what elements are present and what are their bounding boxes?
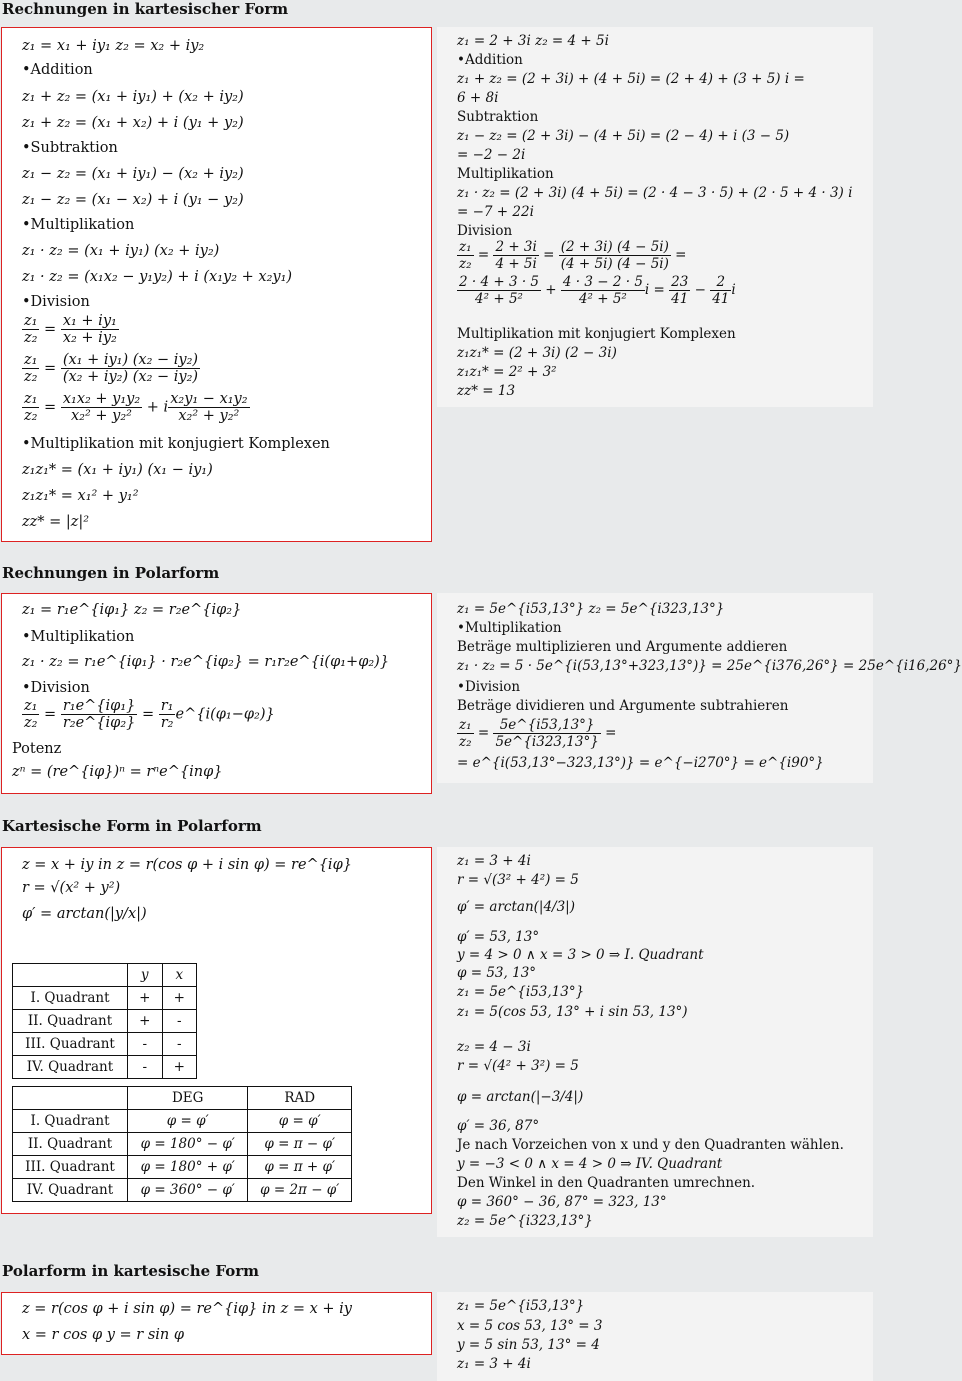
example-panel-cart-to-polar: [437, 847, 873, 1237]
example-line: y = 5 sin 53, 13° = 4: [457, 1337, 600, 1353]
bullet-heading: •Multiplikation: [22, 217, 135, 233]
example-line: r = √(3² + 4²) = 5: [457, 872, 579, 888]
table-header-row: DEG RAD: [13, 1087, 352, 1110]
example-line: z₁ − z₂ = (2 + 3i) − (4 + 5i) = (2 − 4) + i (3 − 5): [457, 128, 790, 144]
table-row: I. Quadrant φ = φ′ φ = φ′: [13, 1110, 352, 1133]
division-formula: $\frac{\text{z₁}}{\text{z₂}}$ = $\frac{\text{x₁ + iy₁}}{\text{x₂ + iy₂}}$: [24, 313, 117, 346]
example-line: y = −3 < 0 ∧ x = 4 > 0 ⇒ IV. Quadrant: [457, 1156, 723, 1172]
division-formula: $\frac{\text{z₁}}{\text{z₂}}$ = $\frac{\text{r₁e\textasciicircum{}\{iφ₁\}}}{\text{r₂e\textasciicircum{}\{iφ₂\}}}$ = $\frac{\text{r₁}}{\text{r₂}}$ e^{i(φ₁−φ₂)}: [24, 698, 275, 731]
example-line: z₁ = 5(cos 53, 13° + i sin 53, 13°): [457, 1004, 688, 1020]
example-line: φ = arctan(|−3/4|): [457, 1089, 584, 1105]
example-line: Subtraktion: [457, 109, 539, 125]
table-header-row: y x: [13, 964, 197, 987]
example-panel-polar-to-cart: [437, 1292, 873, 1381]
example-line: •Multiplikation: [457, 620, 562, 636]
section-title-polar-to-cart: Polarform in kartesische Form: [2, 1262, 259, 1280]
example-line: •Addition: [457, 52, 523, 68]
example-line: zz* = 13: [457, 383, 516, 399]
formula-line: z = r(cos φ + i sin φ) = re^{iφ} in z = x + iy: [22, 1301, 352, 1317]
example-line: = −7 + 22i: [457, 204, 534, 220]
formula-box-cartesian: [1, 27, 432, 542]
example-line: Den Winkel in den Quadranten umrechnen.: [457, 1175, 756, 1191]
example-line: z₁ · z₂ = 5 · 5e^{i(53,13°+323,13°)} = 25e^{i376,26°} = 25e^{i16,26°}: [457, 658, 962, 674]
table-row: IV. Quadrant - +: [13, 1056, 197, 1079]
formula-line: zz* = |z|²: [22, 514, 90, 530]
formula-line: z₁ · z₂ = (x₁ + iy₁) (x₂ + iy₂): [22, 243, 220, 259]
example-line: z₁ = 5e^{i53,13°}: [457, 984, 585, 1000]
example-line: φ = 360° − 36, 87° = 323, 13°: [457, 1194, 667, 1210]
example-line: Division: [457, 223, 513, 239]
example-panel-polar: [437, 593, 962, 783]
bullet-heading: •Division: [22, 294, 90, 310]
example-line: φ = 53, 13°: [457, 965, 537, 981]
section-title-polar: Rechnungen in Polarform: [2, 564, 220, 582]
example-division: $\frac{\text{z₁}}{\text{z₂}}$ = $\frac{5e\^{}\{i53,13^\circ\}}{5e\^{}\{i323,13^\circ\}}$ =: [459, 717, 617, 750]
formula-box-polar: [1, 593, 432, 794]
example-line: Multiplikation mit konjugiert Komplexen: [457, 326, 736, 342]
example-line: φ′ = 36, 87°: [457, 1118, 540, 1134]
bullet-heading: •Multiplikation: [22, 629, 135, 645]
division-formula: $\frac{\text{z₁}}{\text{z₂}}$ = $\frac{\text{x₁x₂ + y₁y₂}}{\text{x₂² + y₂²}}$ + i $\frac{\text{x₂y₁ − x₁y₂}}{\text{x₂² + y₂²}}$: [24, 391, 248, 424]
bullet-heading: •Division: [22, 680, 90, 696]
bullet-heading: •Addition: [22, 62, 93, 78]
example-line: z₁ = 5e^{i53,13°}: [457, 1298, 585, 1314]
example-line: = −2 − 2i: [457, 147, 526, 163]
example-line: 6 + 8i: [457, 90, 499, 106]
example-line: z₁z₁* = (2 + 3i) (2 − 3i): [457, 345, 617, 361]
formula-line: zⁿ = (re^{iφ})ⁿ = rⁿe^{inφ}: [12, 764, 223, 780]
example-line: z₁ = 3 + 4i: [457, 1356, 531, 1372]
section-title-cartesian: Rechnungen in kartesischer Form: [2, 0, 289, 18]
example-line: Multiplikation: [457, 166, 554, 182]
section-title-cart-to-polar: Kartesische Form in Polarform: [2, 817, 262, 835]
formula-line: r = √(x² + y²): [22, 880, 121, 896]
example-line: z₁ = 2 + 3i z₂ = 4 + 5i: [457, 33, 609, 49]
example-division: $\frac{\text{z₁}}{\text{z₂}}$ = $\frac{2 + 3i}{4 + 5i}$ = $\frac{(2 + 3i) (4 - 5i)}{(4 + 5i) (4 - 5i)}$ =: [459, 239, 687, 272]
example-panel-cartesian: [437, 27, 873, 407]
example-line: φ′ = arctan(|4/3|): [457, 899, 575, 915]
example-line: z₁z₁* = 2² + 3²: [457, 364, 557, 380]
quadrant-sign-table: [12, 963, 197, 1079]
example-division: $\frac{2 \cdot 4 + 3 \cdot 5}{\text{4² + 5²}}$ + $\frac{4 \cdot 3 - 2 \cdot 5}{\text{4² + 5²}}$ i = $\frac{23}{41}$ − $\frac{2}{41}$ i: [459, 274, 736, 307]
example-line: Beträge multiplizieren und Argumente addieren: [457, 639, 788, 655]
bullet-heading: •Subtraktion: [22, 140, 118, 156]
formula-line: z₁ = x₁ + iy₁ z₂ = x₂ + iy₂: [22, 38, 205, 54]
example-line: r = √(4² + 3²) = 5: [457, 1058, 579, 1074]
example-line: z₂ = 5e^{i323,13°}: [457, 1213, 593, 1229]
formula-line: z₁ · z₂ = r₁e^{iφ₁} · r₂e^{iφ₂} = r₁r₂e^{i(φ₁+φ₂)}: [22, 654, 390, 670]
example-line: φ′ = 53, 13°: [457, 929, 540, 945]
example-line: x = 5 cos 53, 13° = 3: [457, 1318, 603, 1334]
formula-line: z₁ · z₂ = (x₁x₂ − y₁y₂) + i (x₁y₂ + x₂y₁): [22, 269, 293, 285]
formula-line: z₁z₁* = x₁² + y₁²: [22, 488, 139, 504]
table-row: II. Quadrant + -: [13, 1010, 197, 1033]
formula-box-polar-to-cart: [1, 1292, 432, 1355]
example-line: z₁ + z₂ = (2 + 3i) + (4 + 5i) = (2 + 4) + (3 + 5) i =: [457, 71, 805, 87]
example-line: z₁ · z₂ = (2 + 3i) (4 + 5i) = (2 · 4 − 3 · 5) + (2 · 5 + 4 · 3) i: [457, 185, 853, 201]
table-row: III. Quadrant φ = 180° + φ′ φ = π + φ′: [13, 1156, 352, 1179]
formula-box-cart-to-polar: [1, 847, 432, 1214]
quadrant-angle-table: [12, 1086, 352, 1202]
example-line: z₁ = 5e^{i53,13°} z₂ = 5e^{i323,13°}: [457, 601, 725, 617]
formula-line: z₁ + z₂ = (x₁ + x₂) + i (y₁ + y₂): [22, 115, 244, 131]
table-row: III. Quadrant - -: [13, 1033, 197, 1056]
example-line: z₁ = 3 + 4i: [457, 853, 531, 869]
bullet-heading: •Multiplikation mit konjugiert Komplexen: [22, 436, 330, 452]
division-formula: $\frac{\text{z₁}}{\text{z₂}}$ = $\frac{\text{(x₁ + iy₁) (x₂ − iy₂)}}{\text{(x₂ + iy₂) (x₂ − iy₂)}}$: [24, 352, 199, 385]
bullet-heading: Potenz: [12, 741, 62, 757]
table-row: I. Quadrant + +: [13, 987, 197, 1010]
formula-line: z₁ − z₂ = (x₁ − x₂) + i (y₁ − y₂): [22, 192, 244, 208]
example-line: Je nach Vorzeichen von x und y den Quadranten wählen.: [457, 1137, 844, 1153]
table-row: II. Quadrant φ = 180° − φ′ φ = π − φ′: [13, 1133, 352, 1156]
example-line: •Division: [457, 679, 521, 695]
table-row: IV. Quadrant φ = 360° − φ′ φ = 2π − φ′: [13, 1179, 352, 1202]
formula-line: x = r cos φ y = r sin φ: [22, 1327, 185, 1343]
example-line: z₂ = 4 − 3i: [457, 1039, 531, 1055]
example-line: Beträge dividieren und Argumente subtrahieren: [457, 698, 789, 714]
example-line: y = 4 > 0 ∧ x = 3 > 0 ⇒ I. Quadrant: [457, 947, 704, 963]
formula-line: z₁ − z₂ = (x₁ + iy₁) − (x₂ + iy₂): [22, 166, 244, 182]
formula-line: z₁z₁* = (x₁ + iy₁) (x₁ − iy₁): [22, 462, 213, 478]
formula-line: z₁ + z₂ = (x₁ + iy₁) + (x₂ + iy₂): [22, 89, 244, 105]
formula-line: z = x + iy in z = r(cos φ + i sin φ) = re^{iφ}: [22, 857, 352, 873]
example-line: = e^{i(53,13°−323,13°)} = e^{−i270°} = e^{i90°}: [457, 755, 824, 771]
formula-line: z₁ = r₁e^{iφ₁} z₂ = r₂e^{iφ₂}: [22, 602, 242, 618]
formula-line: φ′ = arctan(|y/x|): [22, 906, 147, 922]
